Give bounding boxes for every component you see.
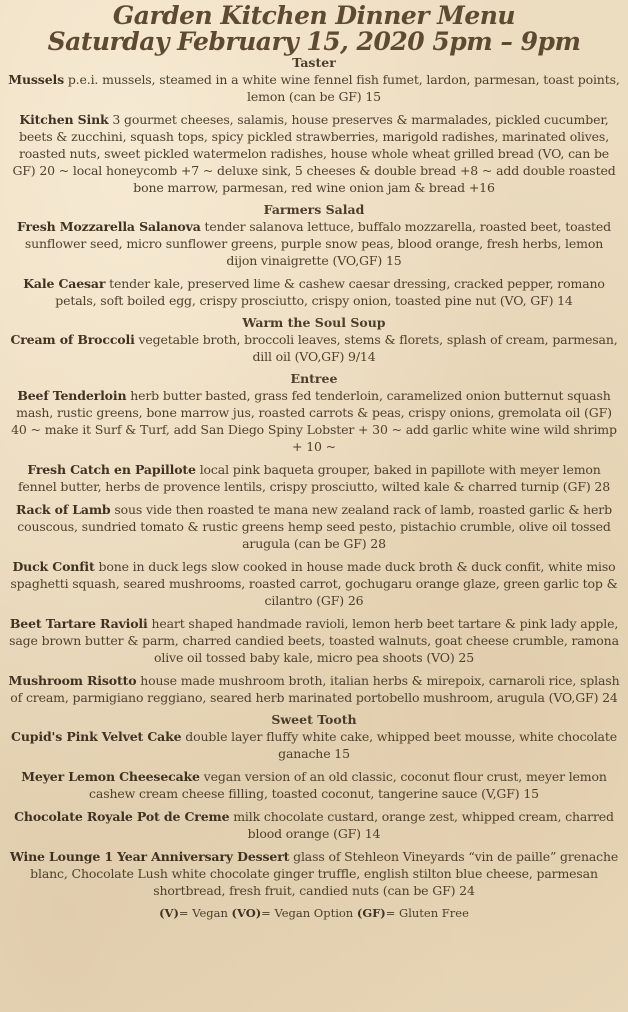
- menu-item: [0, 672, 628, 706]
- menu-item-name: Fresh Mozzarella Salanova: [17, 219, 201, 234]
- menu-item-description: double layer fluffy white cake, whipped beet mousse, white chocolate ganache 15: [181, 729, 617, 761]
- menu-body: [0, 55, 628, 899]
- menu-item-name: Kale Caesar: [23, 276, 106, 291]
- menu-item: [0, 768, 628, 802]
- menu-item-name: Wine Lounge 1 Year Anniversary Dessert: [9, 849, 290, 864]
- menu-item: [0, 728, 628, 762]
- menu-item-description: house made mushroom broth, italian herbs & mirepoix, carnaroli rice, splash of cream, parmigiano reggiano, seared herb marinated portobello mushroom, arugula (VO,GF) 24: [10, 673, 620, 705]
- menu-item: [0, 387, 628, 455]
- menu-item-name: Cream of Broccoli: [10, 332, 135, 347]
- menu-item: [0, 615, 628, 666]
- menu-item-name: Kitchen Sink: [19, 112, 109, 127]
- menu-item-description: 3 gourmet cheeses, salamis, house preserves & marmalades, pickled cucumber, beets & zucchini, squash tops, spicy pickled strawberries, marigold radishes, marinated olives, roasted nuts, sweet pickled watermelon radishes, house whole wheat grilled bread (VO, can be GF) 20 ~ local honeycomb +7 ~ deluxe sink, 5 cheeses & double bread +8 ~ add double roasted bone marrow, parmesan, red wine onion jam & bread +16: [12, 112, 616, 195]
- dietary-legend: [0, 905, 628, 921]
- menu-date: Saturday February 15, 2020 5pm – 9pm: [47, 27, 581, 56]
- menu-item-name: Chocolate Royale Pot de Creme: [14, 809, 230, 824]
- menu-item-name: Fresh Catch en Papillote: [27, 462, 196, 477]
- menu-item-name: Duck Confit: [12, 559, 95, 574]
- menu-title: Garden Kitchen Dinner Menu: [112, 1, 516, 30]
- menu-item-name: Beet Tartare Ravioli: [9, 616, 148, 631]
- section-heading: Farmers Salad: [263, 202, 365, 217]
- menu-item-description: herb butter basted, grass fed tenderloin, caramelized onion butternut squash mash, rustic greens, bone marrow jus, roasted carrots & peas, crispy onions, gremolata oil (GF) 40 ~ make it Surf & Turf, add San Diego Spiny Lobster + 30 ~ add garlic white wine wild shrimp + 10 ~: [11, 388, 617, 454]
- menu-item-description: p.e.i. mussels, steamed in a white wine fennel fish fumet, lardon, parmesan, toast points, lemon (can be GF) 15: [64, 72, 620, 104]
- menu-item: [0, 275, 628, 309]
- menu-item-description: vegan version of an old classic, coconut flour crust, meyer lemon cashew cream cheese filling, toasted coconut, tangerine sauce (V,GF) 15: [89, 769, 607, 801]
- legend-gf-key: (GF): [356, 906, 386, 920]
- menu-item-description: tender salanova lettuce, buffalo mozzarella, roasted beet, toasted sunflower seed, micro sunflower greens, purple snow peas, blood orange, fresh herbs, lemon dijon vinaigrette (VO,GF) 15: [24, 219, 611, 268]
- menu-item-name: Mushroom Risotto: [8, 673, 137, 688]
- menu-item-description: bone in duck legs slow cooked in house made duck broth & duck confit, white miso spaghetti squash, seared mushrooms, roasted carrot, gochugaru orange glaze, green garlic top & cilantro (GF) 26: [10, 559, 618, 608]
- menu-item: [0, 558, 628, 609]
- menu-item-description: vegetable broth, broccoli leaves, stems & florets, splash of cream, parmesan, dill oil (VO,GF) 9/14: [134, 332, 618, 364]
- menu-item-description: milk chocolate custard, orange zest, whipped cream, charred blood orange (GF) 14: [229, 809, 614, 841]
- menu-item-description: tender kale, preserved lime & cashew caesar dressing, cracked pepper, romano petals, soft boiled egg, crispy prosciutto, crispy onion, toasted pine nut (VO, GF) 14: [55, 276, 605, 308]
- menu-item: [0, 218, 628, 269]
- section-heading: Sweet Tooth: [271, 712, 357, 727]
- menu-item: [0, 461, 628, 495]
- menu-item-description: sous vide then roasted te mana new zealand rack of lamb, roasted garlic & herb couscous, sundried tomato & rustic greens hemp seed pesto, pistachio crumble, olive oil tossed arugula (can be GF) 28: [17, 502, 612, 551]
- menu-item-name: Cupid's Pink Velvet Cake: [11, 729, 182, 744]
- menu-item-description: heart shaped handmade ravioli, lemon herb beet tartare & pink lady apple, sage brown butter & parm, charred candied beets, toasted walnuts, goat cheese crumble, ramona olive oil tossed baby kale, micro pea shoots (VO) 25: [9, 616, 619, 665]
- legend-gf-text: = Gluten Free: [385, 906, 469, 920]
- menu-item: [0, 71, 628, 105]
- legend-vo-text: = Vegan Option: [261, 906, 357, 920]
- menu-item-name: Rack of Lamb: [16, 502, 111, 517]
- menu-item-name: Mussels: [8, 72, 64, 87]
- section-heading: Entree: [290, 371, 338, 386]
- legend-v-text: = Vegan: [178, 906, 232, 920]
- menu-item: [0, 848, 628, 899]
- section-heading: Taster: [292, 55, 336, 70]
- menu-item: [0, 501, 628, 552]
- menu-item-description: local pink baqueta grouper, baked in papillote with meyer lemon fennel butter, herbs de provence lentils, crispy prosciutto, wilted kale & charred turnip (GF) 28: [17, 462, 611, 494]
- menu-item: [0, 331, 628, 365]
- legend-v-key: (V): [159, 906, 179, 920]
- menu-item-description: glass of Stehleon Vineyards “vin de paille” grenache blanc, Chocolate Lush white chocolate ginger truffle, english stilton blue cheese, parmesan shortbread, fresh fruit, candied nuts (can be GF) 24: [30, 849, 619, 898]
- menu-item-name: Beef Tenderloin: [17, 388, 127, 403]
- menu-item: [0, 111, 628, 196]
- legend-vo-key: (VO): [231, 906, 262, 920]
- menu-item-name: Meyer Lemon Cheesecake: [21, 769, 200, 784]
- section-heading: Warm the Soul Soup: [242, 315, 386, 330]
- menu-item: [0, 808, 628, 842]
